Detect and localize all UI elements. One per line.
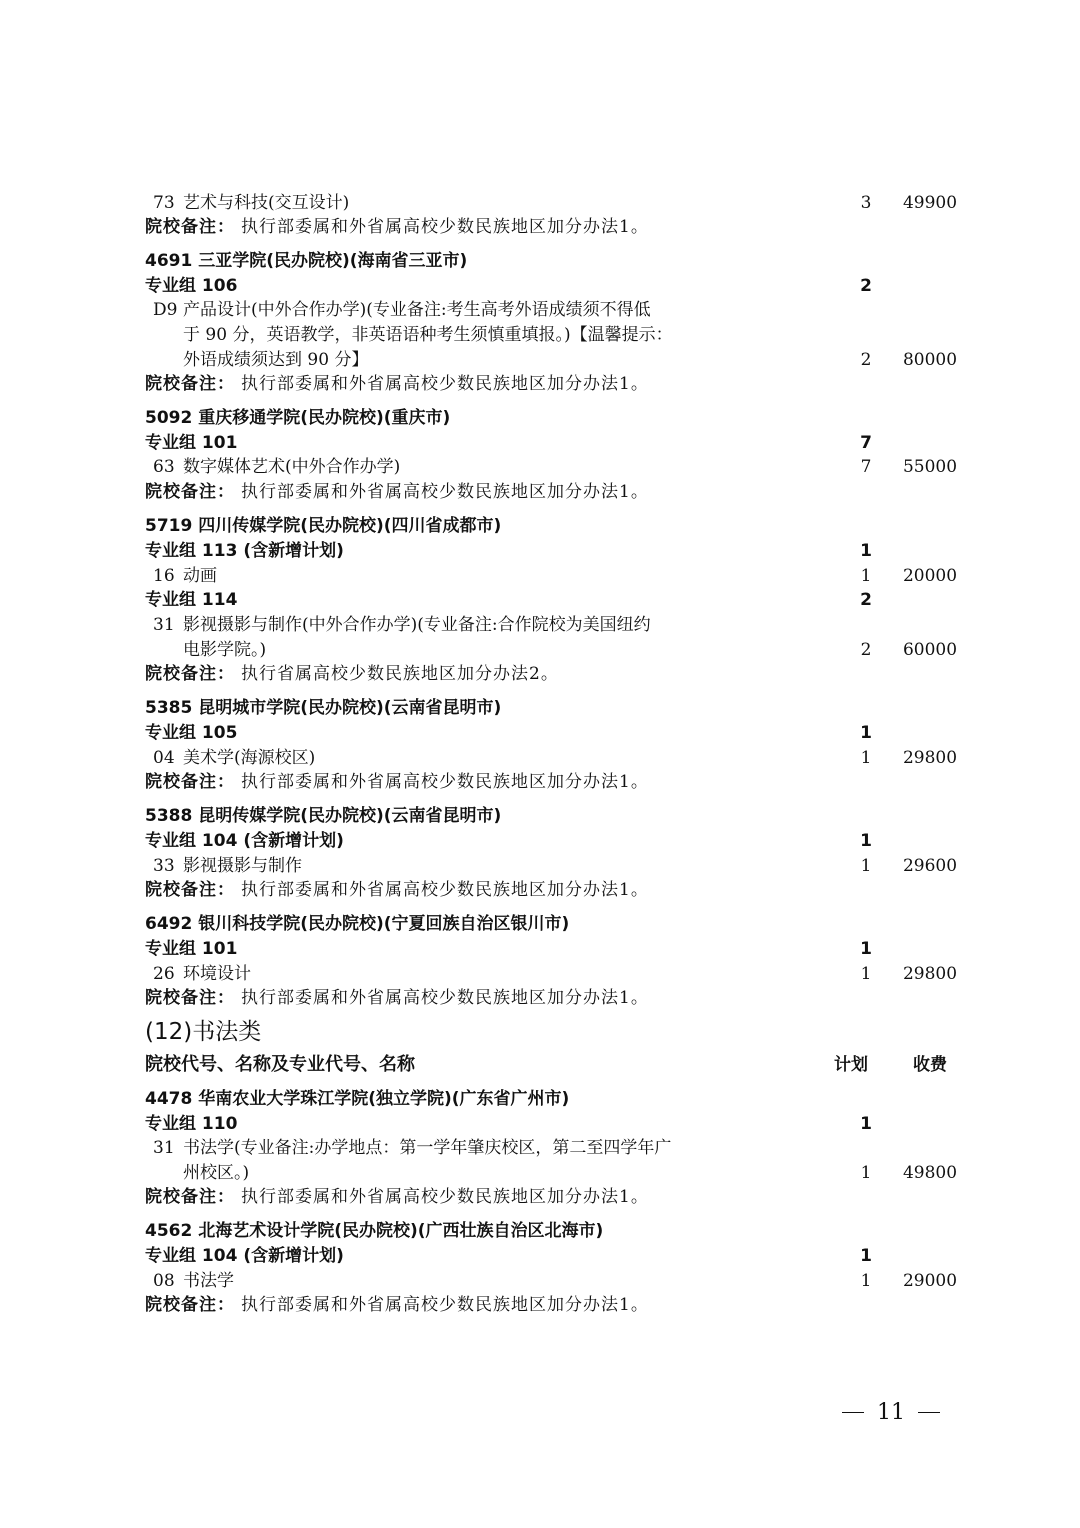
tuition-fee: 20000 (902, 566, 958, 586)
school-line (0, 1087, 1080, 1111)
tuition-fee: 29800 (902, 964, 958, 984)
note-label: 院校备注： (145, 988, 235, 1008)
note-line (0, 770, 1080, 794)
major-code: 33 (153, 856, 175, 876)
note-line (0, 372, 1080, 396)
column-header-fee: 收费 (913, 1055, 947, 1075)
school-line (0, 696, 1080, 720)
page-footer (0, 1398, 1080, 1428)
school-line (0, 249, 1080, 273)
note-line (0, 1185, 1080, 1209)
note-text: 执行部委属和外省属高校少数民族地区加分办法1。 (241, 482, 649, 502)
note-line (0, 480, 1080, 504)
major-name: 环境设计 (183, 964, 251, 984)
major-line (0, 854, 1080, 878)
major-line (0, 746, 1080, 770)
note-line (0, 215, 1080, 239)
plan-count: 1 (860, 1163, 872, 1183)
note-text: 执行部委属和外省属高校少数民族地区加分办法1。 (241, 988, 649, 1008)
major-line (0, 564, 1080, 588)
major-name-continued: 电影学院。) (183, 640, 267, 660)
tuition-fee: 60000 (902, 640, 958, 660)
plan-count: 1 (860, 856, 872, 876)
note-label: 院校备注： (145, 1187, 235, 1207)
cont-line (0, 323, 1080, 347)
school-line (0, 804, 1080, 828)
note-label: 院校备注： (145, 482, 235, 502)
major-name: 美术学(海源校区) (183, 748, 316, 768)
group-line (0, 1244, 1080, 1268)
major-line (0, 1136, 1080, 1160)
note-text: 执行部委属和外省属高校少数民族地区加分办法1。 (241, 1187, 649, 1207)
major-name: 影视摄影与制作 (183, 856, 302, 876)
group-title: 专业组 113 (含新增计划) (145, 541, 344, 561)
plan-count: 3 (860, 193, 872, 213)
major-line (0, 1269, 1080, 1293)
school-title: 5385 昆明城市学院(民办院校)(云南省昆明市) (145, 698, 502, 718)
major-name: 数字媒体艺术(中外合作办学) (183, 457, 401, 477)
school-title: 5388 昆明传媒学院(民办院校)(云南省昆明市) (145, 806, 502, 826)
note-text: 执行部委属和外省属高校少数民族地区加分办法1。 (241, 374, 649, 394)
note-text: 执行省属高校少数民族地区加分办法2。 (241, 664, 559, 684)
note-label: 院校备注： (145, 374, 235, 394)
major-code: 04 (153, 748, 175, 768)
group-title: 专业组 110 (145, 1114, 238, 1134)
tuition-fee: 49800 (902, 1163, 958, 1183)
group-line (0, 588, 1080, 612)
tuition-fee: 49900 (902, 193, 958, 213)
note-line (0, 986, 1080, 1010)
group-title: 专业组 101 (145, 939, 238, 959)
school-line (0, 406, 1080, 430)
major-name: 艺术与科技(交互设计) (183, 193, 350, 213)
note-text: 执行部委属和外省属高校少数民族地区加分办法1。 (241, 772, 649, 792)
note-line (0, 878, 1080, 902)
major-code: 31 (153, 615, 175, 635)
section-heading: (12)书法类 (145, 1019, 262, 1045)
plan-count: 2 (860, 640, 872, 660)
plan-count: 1 (860, 566, 872, 586)
major-name-continued: 州校区。) (183, 1163, 250, 1183)
plan-count: 1 (860, 1246, 872, 1266)
group-title: 专业组 105 (145, 723, 238, 743)
tuition-fee: 29600 (902, 856, 958, 876)
group-title: 专业组 104 (含新增计划) (145, 1246, 344, 1266)
plan-count: 2 (860, 276, 872, 296)
major-name: 书法学(专业备注:办学地点：第一学年肇庆校区，第二至四学年广 (183, 1138, 672, 1158)
note-line (0, 662, 1080, 686)
tuition-fee: 29800 (902, 748, 958, 768)
school-title: 6492 银川科技学院(民办院校)(宁夏回族自治区银川市) (145, 914, 570, 934)
note-label: 院校备注： (145, 1295, 235, 1315)
note-label: 院校备注： (145, 664, 235, 684)
plan-count: 1 (860, 831, 872, 851)
note-label: 院校备注： (145, 772, 235, 792)
group-line (0, 539, 1080, 563)
note-line (0, 1293, 1080, 1317)
major-name: 动画 (183, 566, 217, 586)
major-code: 16 (153, 566, 175, 586)
cont-line (0, 1161, 1080, 1185)
group-line (0, 274, 1080, 298)
major-code: 26 (153, 964, 175, 984)
major-code: 31 (153, 1138, 175, 1158)
major-code: D9 (153, 300, 178, 320)
cont-line (0, 638, 1080, 662)
plan-count: 7 (860, 457, 872, 477)
plan-count: 2 (860, 350, 872, 370)
group-line (0, 1112, 1080, 1136)
major-name-continued: 于 90 分，英语教学，非英语语种考生须慎重填报。)【温馨提示： (183, 325, 673, 345)
tuition-fee: 55000 (902, 457, 958, 477)
page-number: 11 (877, 1400, 905, 1425)
major-line (0, 191, 1080, 215)
note-text: 执行部委属和外省属高校少数民族地区加分办法1。 (241, 1295, 649, 1315)
group-line (0, 721, 1080, 745)
colhead-line (0, 1053, 1080, 1077)
column-header-plan: 计划 (834, 1055, 868, 1075)
page-number-dash-right (918, 1412, 940, 1413)
school-title: 5719 四川传媒学院(民办院校)(四川省成都市) (145, 516, 502, 536)
major-name: 影视摄影与制作(中外合作办学)(专业备注:合作院校为美国纽约 (183, 615, 651, 635)
plan-count: 7 (860, 433, 872, 453)
school-title: 4478 华南农业大学珠江学院(独立学院)(广东省广州市) (145, 1089, 570, 1109)
tuition-fee: 80000 (902, 350, 958, 370)
plan-count: 1 (860, 723, 872, 743)
major-name: 产品设计(中外合作办学)(专业备注:考生高考外语成绩须不得低 (183, 300, 651, 320)
group-line (0, 431, 1080, 455)
tuition-fee: 29000 (902, 1271, 958, 1291)
school-title: 4691 三亚学院(民办院校)(海南省三亚市) (145, 251, 468, 271)
column-header-name: 院校代号、名称及专业代号、名称 (145, 1054, 415, 1075)
school-line (0, 912, 1080, 936)
plan-count: 1 (860, 748, 872, 768)
major-line (0, 455, 1080, 479)
major-code: 08 (153, 1271, 175, 1291)
plan-count: 1 (860, 939, 872, 959)
major-name: 书法学 (183, 1271, 234, 1291)
plan-count: 1 (860, 541, 872, 561)
note-text: 执行部委属和外省属高校少数民族地区加分办法1。 (241, 217, 649, 237)
major-code: 63 (153, 457, 175, 477)
major-name-continued: 外语成绩须达到 90 分】 (183, 350, 369, 370)
group-line (0, 937, 1080, 961)
plan-count: 1 (860, 1271, 872, 1291)
school-title: 4562 北海艺术设计学院(民办院校)(广西壮族自治区北海市) (145, 1221, 604, 1241)
group-title: 专业组 104 (含新增计划) (145, 831, 344, 851)
note-text: 执行部委属和外省属高校少数民族地区加分办法1。 (241, 880, 649, 900)
note-label: 院校备注： (145, 880, 235, 900)
group-title: 专业组 101 (145, 433, 238, 453)
school-title: 5092 重庆移通学院(民办院校)(重庆市) (145, 408, 451, 428)
plan-count: 1 (860, 964, 872, 984)
page-number-dash-left (842, 1412, 864, 1413)
group-line (0, 829, 1080, 853)
plan-count: 2 (860, 590, 872, 610)
heading-line (0, 1020, 1080, 1050)
major-line (0, 962, 1080, 986)
group-title: 专业组 114 (145, 590, 238, 610)
major-line (0, 613, 1080, 637)
major-code: 73 (153, 193, 175, 213)
school-line (0, 514, 1080, 538)
note-label: 院校备注： (145, 217, 235, 237)
group-title: 专业组 106 (145, 276, 238, 296)
plan-count: 1 (860, 1114, 872, 1134)
major-line (0, 298, 1080, 322)
cont-line (0, 348, 1080, 372)
school-line (0, 1219, 1080, 1243)
